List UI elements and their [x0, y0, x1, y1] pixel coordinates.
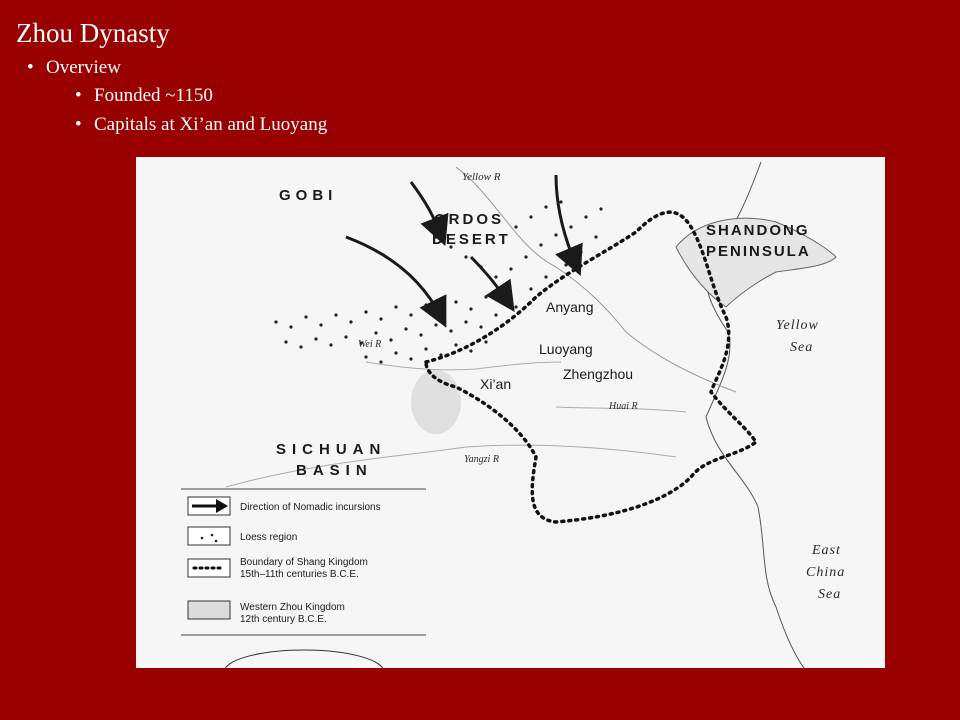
wei-river-line [366, 362, 561, 370]
bullet-dot: • [27, 57, 34, 78]
huai-river-label: Huai R [609, 401, 638, 412]
bullet-overview [27, 57, 121, 79]
shandong-label-line2: PENINSULA [706, 243, 811, 260]
nomad-arrow [556, 175, 576, 265]
sichuan-label-line2: BASIN [296, 462, 373, 479]
legend-shang-label-line2: 15th–11th centuries B.C.E. [240, 569, 359, 580]
legend-dot-icon [215, 540, 218, 543]
yellow-sea-label-line1: Yellow [776, 318, 819, 333]
map-legend [181, 489, 426, 668]
zhengzhou-label: Zhengzhou [563, 366, 634, 382]
zhou-map-image [136, 157, 885, 668]
legend-dot-icon [211, 534, 214, 537]
slide-title: Zhou Dynasty [16, 18, 170, 48]
legend-swatch-zhou [188, 601, 230, 619]
east-china-sea-label-line3: Sea [818, 587, 842, 602]
bullet-dot: • [75, 85, 82, 106]
gobi-label: GOBI [279, 187, 338, 204]
bullet-text: Capitals at Xi’an and Luoyang [94, 114, 328, 135]
yellow-river-line [456, 167, 736, 392]
luoyang-label: Luoyang [539, 341, 593, 357]
yangzi-river-label: Yangzi R [464, 454, 499, 465]
shandong-label-line1: SHANDONG [706, 222, 810, 239]
legend-zhou-label-line1: Western Zhou Kingdom [240, 602, 345, 613]
legend-nomadic-label: Direction of Nomadic incursions [240, 502, 381, 513]
bullet-text: Overview [46, 57, 121, 78]
yellow-sea-label-line2: Sea [790, 340, 814, 355]
western-zhou-region [411, 370, 461, 434]
legend-zhou-label-line2: 12th century B.C.E. [240, 614, 327, 625]
bullet-founded [75, 85, 213, 107]
legend-swatch-loess [188, 527, 230, 545]
yellow-river-label: Yellow R [462, 171, 501, 183]
sichuan-label-line1: SICHUAN [276, 441, 387, 458]
legend-loess-label: Loess region [240, 532, 298, 543]
legend-shang-label-line1: Boundary of Shang Kingdom [240, 557, 368, 568]
ordos-label-line1: ORDOS [434, 211, 505, 228]
xian-label: Xi’an [480, 376, 512, 392]
bullet-text: Founded ~1150 [94, 85, 213, 106]
wei-river-label: Wei R [358, 339, 382, 350]
anyang-label: Anyang [546, 299, 594, 315]
ordos-label-line2: DESERT [432, 231, 511, 248]
nomad-arrow [471, 257, 508, 302]
bullet-dot: • [75, 114, 82, 135]
east-china-sea-label-line2: China [806, 565, 846, 580]
east-china-sea-label-line1: East [812, 543, 841, 558]
bullet-capitals [75, 114, 328, 136]
legend-dot-icon [201, 537, 204, 540]
locator-globe [224, 650, 384, 668]
